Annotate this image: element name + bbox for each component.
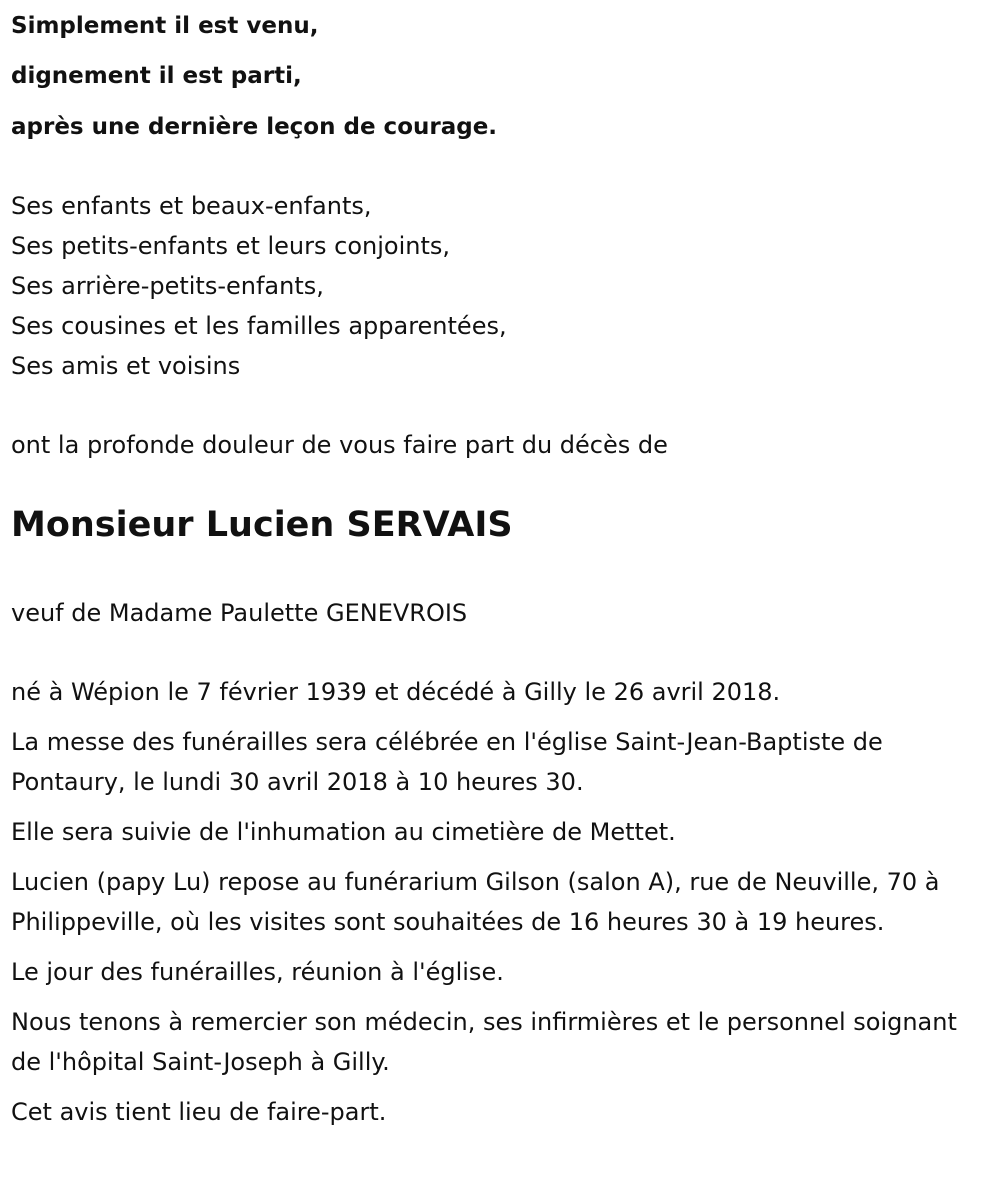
family-line-cousins: Ses cousines et les familles apparentées, xyxy=(11,312,507,340)
family-line-great-grandchildren: Ses arrière-petits-enfants, xyxy=(11,272,324,300)
closing-note: Cet avis tient lieu de faire-part. xyxy=(11,1098,387,1126)
deceased-name: Monsieur Lucien SERVAIS xyxy=(11,505,513,545)
family-list xyxy=(11,186,507,386)
meeting-info: Le jour des funérailles, réunion à l'église. xyxy=(11,958,504,986)
widow-of-text: veuf de Madame Paulette GENEVROIS xyxy=(11,599,468,627)
family-line-grandchildren: Ses petits-enfants et leurs conjoints, xyxy=(11,232,450,260)
funeral-details xyxy=(11,672,971,1142)
family-line-children: Ses enfants et beaux-enfants, xyxy=(11,192,372,220)
funeral-mass-info: La messe des funérailles sera célébrée en l'église Saint-Jean-Baptiste de Pontaury, le lundi 30 avril 2018 à 10 heures 30. xyxy=(11,728,883,796)
visitation-info: Lucien (papy Lu) repose au funérarium Gilson (salon A), rue de Neuville, 70 à Philippeville, où les visites sont souhaitées de 16 heures 30 à 19 heures. xyxy=(11,868,940,936)
poem-line-3: après une dernière leçon de courage. xyxy=(11,114,498,140)
birth-death-dates: né à Wépion le 7 février 1939 et décédé à Gilly le 26 avril 2018. xyxy=(11,678,781,706)
poem-line-2: dignement il est parti, xyxy=(11,63,302,89)
burial-info: Elle sera suivie de l'inhumation au cimetière de Mettet. xyxy=(11,818,676,846)
family-line-friends: Ses amis et voisins xyxy=(11,352,241,380)
poem-line-1: Simplement il est venu, xyxy=(11,13,319,39)
thanks-text: Nous tenons à remercier son médecin, ses infirmières et le personnel soignant de l'hôpital Saint-Joseph à Gilly. xyxy=(11,1008,957,1076)
announcement-text: ont la profonde douleur de vous faire part du décès de xyxy=(11,431,668,459)
